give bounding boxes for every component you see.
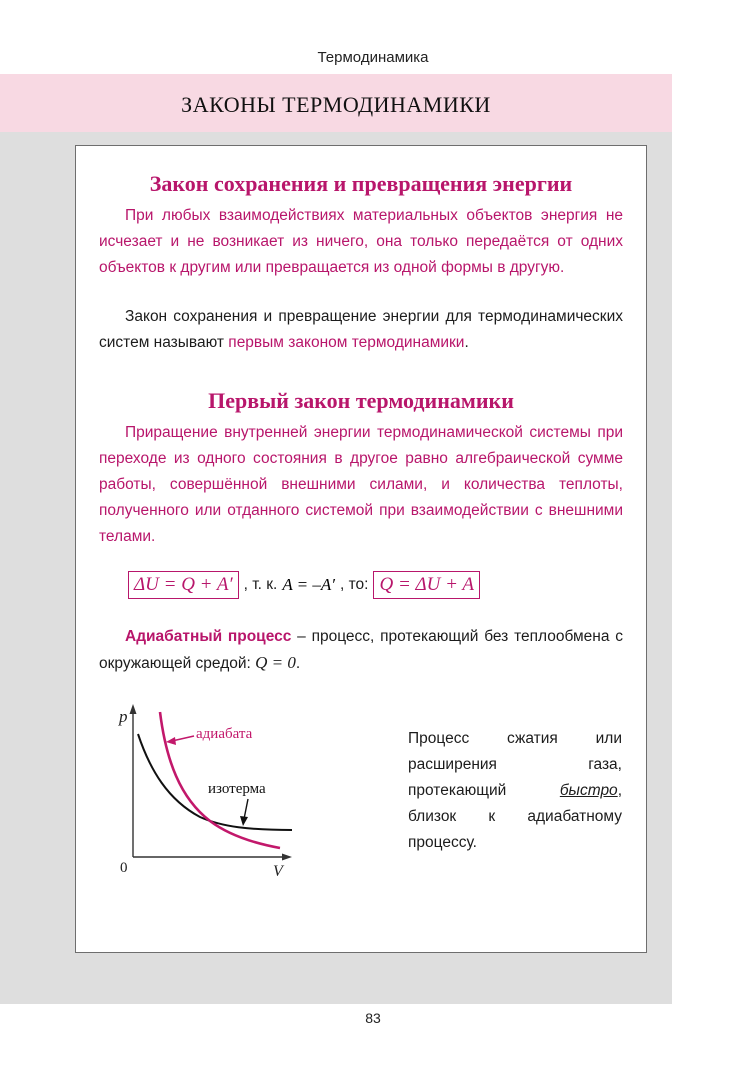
x-axis-label: V bbox=[273, 863, 283, 880]
fast-process-note-part2: , близок к адиабатному процессу. bbox=[408, 782, 622, 851]
y-axis-label: p bbox=[119, 707, 128, 726]
x-axis-arrow bbox=[282, 854, 292, 861]
origin-label: 0 bbox=[120, 860, 128, 876]
conservation-law-statement: При любых взаимодействиях материальных объектов энергия не исчезает и не возникает из ничего, она только передаётся от одних объектов к другим или превращается из одной формы в другую. bbox=[99, 207, 623, 276]
chapter-title: ЗАКОНЫ ТЕРМОДИНАМИКИ bbox=[181, 92, 491, 117]
section-heading-first-law: Первый закон термодинамики bbox=[208, 388, 514, 413]
page-number: 83 bbox=[365, 1010, 381, 1026]
adiabat-label: адиабата bbox=[196, 726, 253, 742]
y-axis-arrow bbox=[130, 704, 137, 714]
first-law-formula bbox=[128, 571, 480, 599]
formula-box-internal-energy: ΔU = Q + A′ bbox=[128, 571, 239, 599]
first-law-naming-lead: Закон сохранения и превращение энергии для термодинамических систем называют bbox=[99, 308, 623, 351]
fast-process-note bbox=[408, 726, 622, 856]
isotherm-label: изотерма bbox=[208, 781, 266, 797]
isotherm-pointer-arrow bbox=[240, 816, 248, 826]
adiabatic-definition-end: . bbox=[295, 655, 301, 672]
first-law-naming-end: . bbox=[464, 334, 469, 351]
running-head: Термодинамика bbox=[317, 49, 429, 66]
first-law-term: первым законом термодинамики bbox=[228, 334, 465, 351]
adiabatic-definition bbox=[99, 624, 623, 677]
first-law-naming-paragraph bbox=[99, 304, 623, 356]
section-heading-conservation: Закон сохранения и превращения энергии bbox=[149, 171, 573, 196]
adiabatic-condition: Q = 0 bbox=[255, 653, 296, 672]
adiabat-isotherm-graph bbox=[110, 700, 310, 885]
formula-work-relation: A = –A′ bbox=[282, 575, 336, 594]
adiabat-pointer-arrow bbox=[166, 737, 176, 745]
adiabatic-term: Адиабатный процесс bbox=[125, 628, 292, 645]
adiabatic-definition-text: – процесс, протекающий без теплообмена с окружающей средой: bbox=[99, 628, 623, 672]
formula-connector-since: , т. к. bbox=[243, 576, 278, 593]
fast-process-note-part1: Процесс сжатия или расширения газа, протекающий bbox=[408, 730, 622, 799]
first-law-statement: Приращение внутренней энергии термодинамической системы при переходе из одного состояния в другое равно алгебраической сумме работы, совершённой внешними силами, и количества теплоты, полученного или отданного системой при взаимодействии с внешними телами. bbox=[99, 424, 623, 545]
isotherm-pointer bbox=[244, 799, 248, 819]
fast-process-emphasis: быстро bbox=[559, 782, 618, 799]
formula-box-heat: Q = ΔU + A bbox=[373, 571, 480, 599]
formula-connector-then: , то: bbox=[340, 576, 369, 593]
